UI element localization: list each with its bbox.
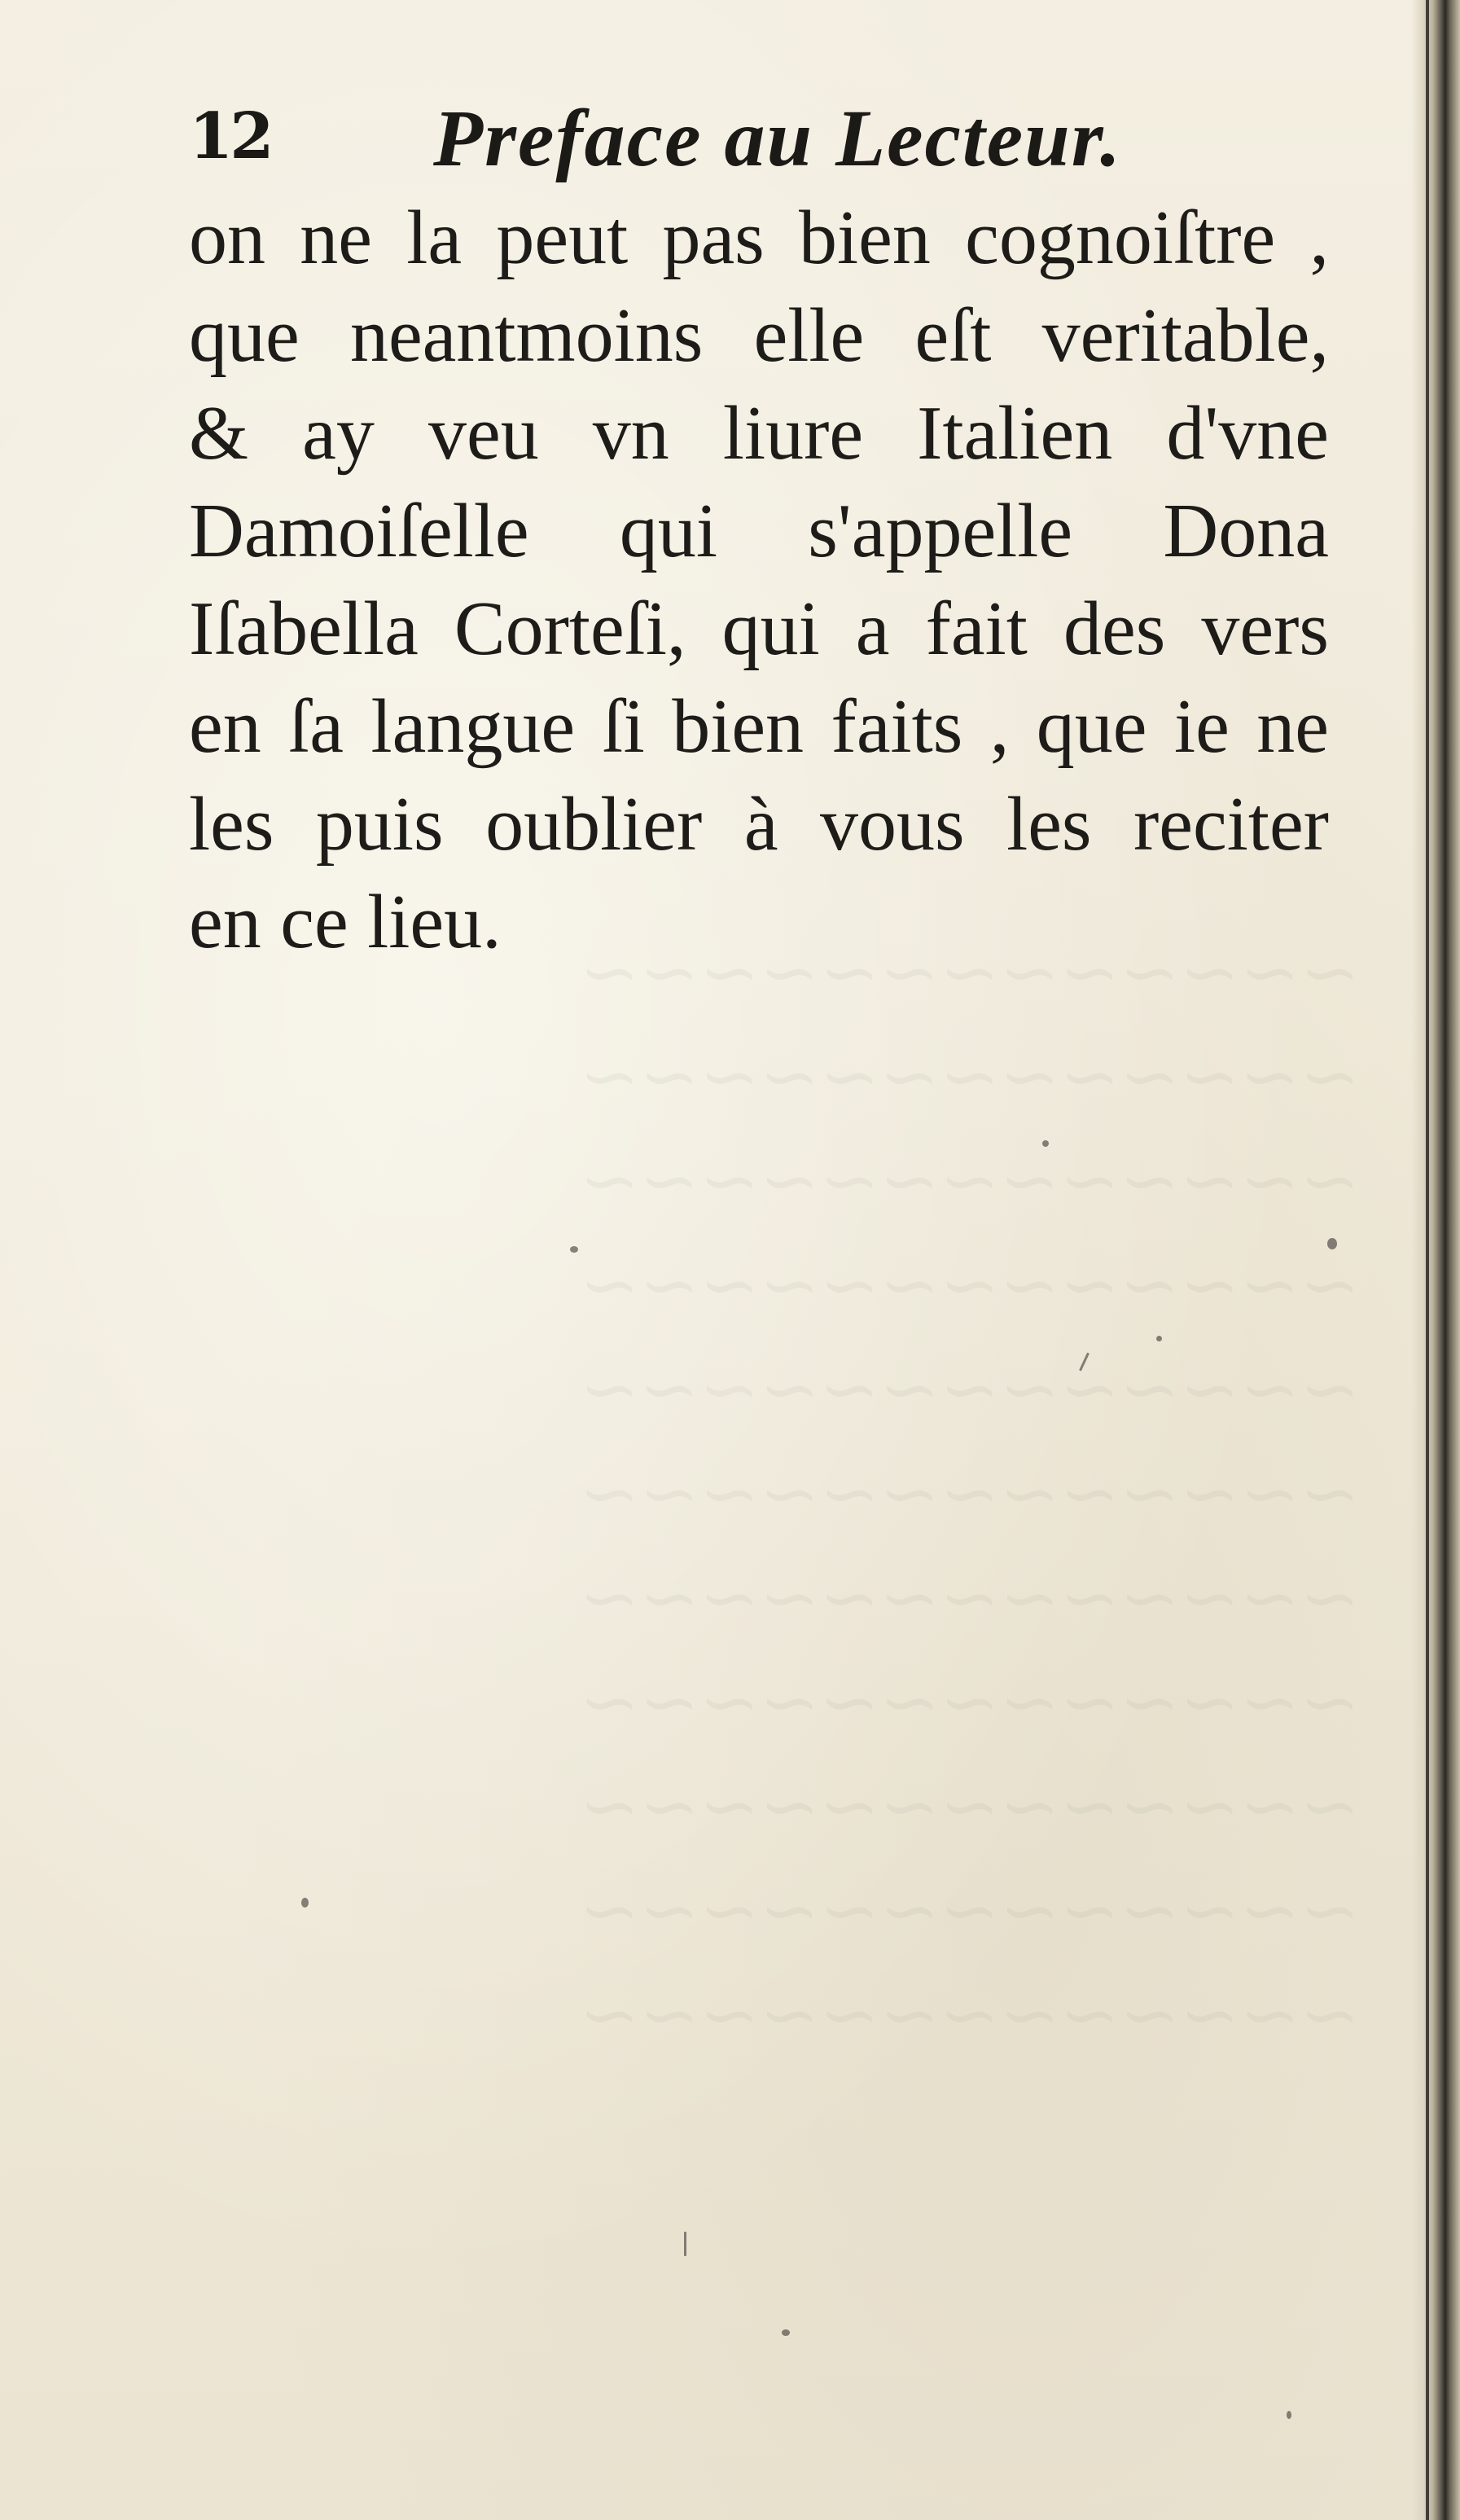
text-line: Damoiſelle qui s'appelle Dona [189, 489, 1329, 573]
text-line: en ce lieu. [189, 880, 502, 964]
book-binding-edge [1411, 0, 1460, 2520]
text-line: en ſa langue ſi bien faits , que ie ne [189, 684, 1329, 769]
text-line: Iſabella Corteſi, qui a fait des vers [189, 586, 1329, 671]
text-line: les puis oublier à vous les reciter [189, 782, 1329, 867]
text-line: on ne la peut pas bien cognoiſtre , [189, 195, 1329, 280]
text-line: & ay veu vn liure Italien d'vne [189, 391, 1329, 476]
page-number: 12 [189, 99, 271, 173]
text-line: que neantmoins elle eſt veritable, [189, 293, 1329, 378]
running-head: Preface au Lecteur. [433, 93, 1123, 183]
bleed-through-texture: ~~~~~~~~~~~~~ ~~~~~~~~~~~~~ ~~~~~~~~~~~~~ ~~~~~~~~~~~~~ ~~~~~~~~~~~~~ ~~~~~~~~~~~~~ ~~~~~~~~~~~~~ ~~~~~~~~~~~~~ ~~~~~~~~~~~~~ ~~~~~~~~~~~~~ ~~~~~~~~~~~~~ [579, 930, 1360, 2057]
page-header [189, 91, 1329, 189]
body-text [189, 189, 1329, 971]
binding-shadow-line [1426, 0, 1429, 2520]
